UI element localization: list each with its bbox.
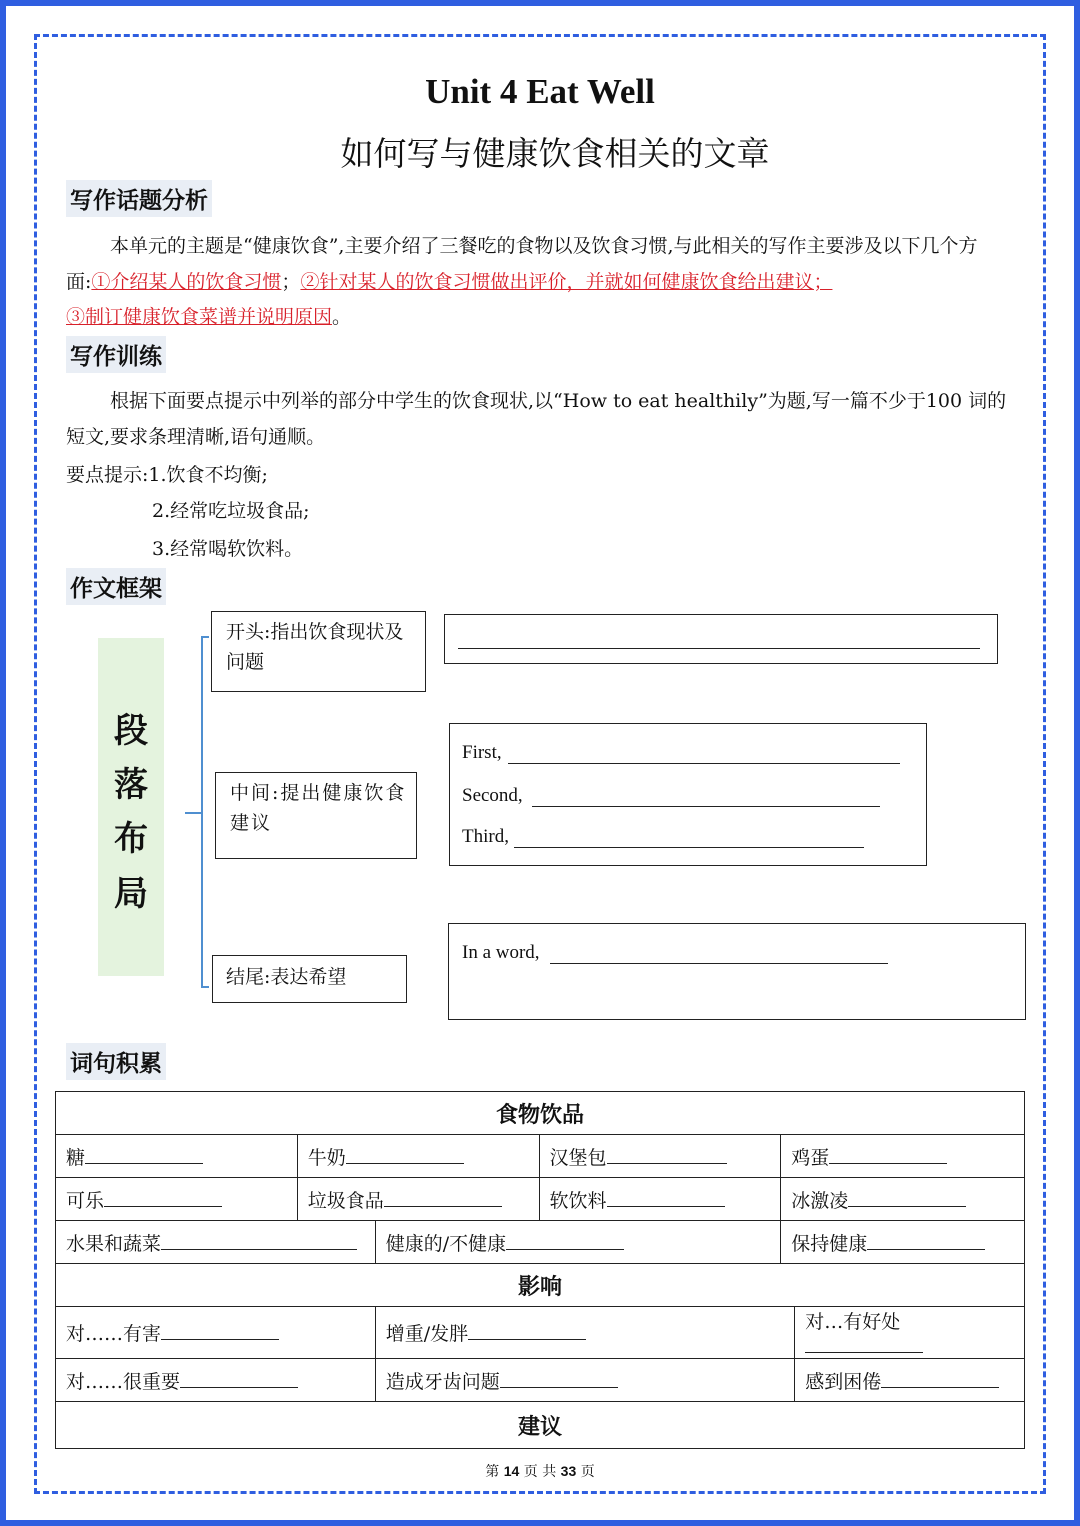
vocab-cell[interactable]: 对……有害 (56, 1307, 376, 1359)
table-row (56, 1359, 1025, 1402)
second-answer-line[interactable] (532, 806, 880, 807)
vocab-cell[interactable]: 水果和蔬菜 (56, 1221, 376, 1264)
layout-char-2: 落 (114, 765, 148, 805)
in-a-word-answer-line[interactable] (550, 963, 888, 964)
topic-intro-text: 本单元的主题是“健康饮食”,主要介绍了三餐吃的食物以及饮食习惯,与此相关的写作主要涉及以下几个方面: (66, 235, 978, 293)
vocab-cell[interactable]: 可乐 (56, 1178, 298, 1221)
vocab-cell[interactable]: 增重/发胖 (375, 1307, 794, 1359)
point-end: 。 (332, 306, 352, 328)
hint-1: 要点提示:1.饮食不均衡; (66, 464, 268, 486)
ending-label: 结尾:表达希望 (226, 966, 347, 988)
heading-vocabulary: 词句积累 (66, 1043, 166, 1080)
title-english: Unit 4 Eat Well (425, 72, 655, 111)
opening-answer-line[interactable] (458, 648, 980, 649)
second-label: Second, (462, 785, 523, 806)
layout-char-4: 局 (114, 874, 148, 914)
vocab-cell[interactable]: 感到困倦 (795, 1359, 1025, 1402)
opening-answer-box (444, 614, 998, 664)
heading-topic-analysis: 写作话题分析 (66, 180, 212, 217)
vocab-cell[interactable]: 冰激凌 (781, 1178, 1025, 1221)
table-row (56, 1221, 1025, 1264)
vocabulary-table (55, 1091, 1025, 1449)
vocab-cell[interactable]: 对…有好处 (795, 1307, 1025, 1359)
third-answer-line[interactable] (514, 847, 864, 848)
total-page-count: 33 (560, 1463, 577, 1479)
food-drinks-header: 食物饮品 (56, 1092, 1025, 1135)
hint-3: 3.经常喝软饮料。 (152, 538, 304, 560)
layout-char-3: 布 (114, 819, 148, 859)
topic-analysis-paragraph (66, 229, 1016, 336)
vocab-cell[interactable]: 鸡蛋 (781, 1135, 1025, 1178)
table-row (56, 1307, 1025, 1359)
opening-label: 开头:指出饮食现状及问题 (226, 621, 404, 673)
heading-essay-framework: 作文框架 (66, 568, 166, 605)
heading-writing-practice: 写作训练 (66, 336, 166, 373)
layout-char-1: 段 (114, 711, 148, 751)
writing-task-paragraph (66, 384, 1016, 455)
vocab-cell[interactable]: 牛奶 (297, 1135, 539, 1178)
vocab-cell[interactable]: 垃圾食品 (297, 1178, 539, 1221)
middle-label: 中间:提出健康饮食建议 (230, 782, 407, 834)
vocab-cell[interactable]: 健康的/不健康 (375, 1221, 781, 1264)
paragraph-layout-label (98, 638, 164, 976)
point-separator: ； (281, 270, 301, 293)
first-label: First, (462, 742, 502, 763)
first-answer-line[interactable] (508, 763, 900, 764)
hint-2: 2.经常吃垃圾食品; (152, 500, 310, 522)
vocab-cell[interactable]: 造成牙齿问题 (375, 1359, 794, 1402)
point-1: ①介绍某人的饮食习惯 (91, 270, 282, 293)
vocab-cell[interactable]: 软饮料 (539, 1178, 781, 1221)
page-footer: 第 14 页 共 33 页 (485, 1463, 595, 1480)
table-row (56, 1135, 1025, 1178)
vocab-cell[interactable]: 糖 (56, 1135, 298, 1178)
vocab-cell[interactable]: 保持健康 (781, 1221, 1025, 1264)
point-3: ③制订健康饮食菜谱并说明原因 (66, 306, 333, 328)
in-a-word-label: In a word, (462, 942, 540, 963)
advice-header: 建议 (56, 1402, 1025, 1449)
table-row (56, 1178, 1025, 1221)
title-chinese: 如何写与健康饮食相关的文章 (340, 134, 770, 173)
effects-header: 影响 (56, 1264, 1025, 1307)
third-label: Third, (462, 826, 509, 847)
vocab-cell[interactable]: 对……很重要 (56, 1359, 376, 1402)
vocab-cell[interactable]: 汉堡包 (539, 1135, 781, 1178)
writing-task-text: 根据下面要点提示中列举的部分中学生的饮食现状,以“How to eat healthily”为题,写一篇不少于100 词的短文,要求条理清晰,语句通顺。 (66, 390, 1007, 448)
point-2: ②针对某人的饮食习惯做出评价，并就如何健康饮食给出建议； (300, 270, 833, 293)
current-page-number: 14 (503, 1463, 520, 1479)
